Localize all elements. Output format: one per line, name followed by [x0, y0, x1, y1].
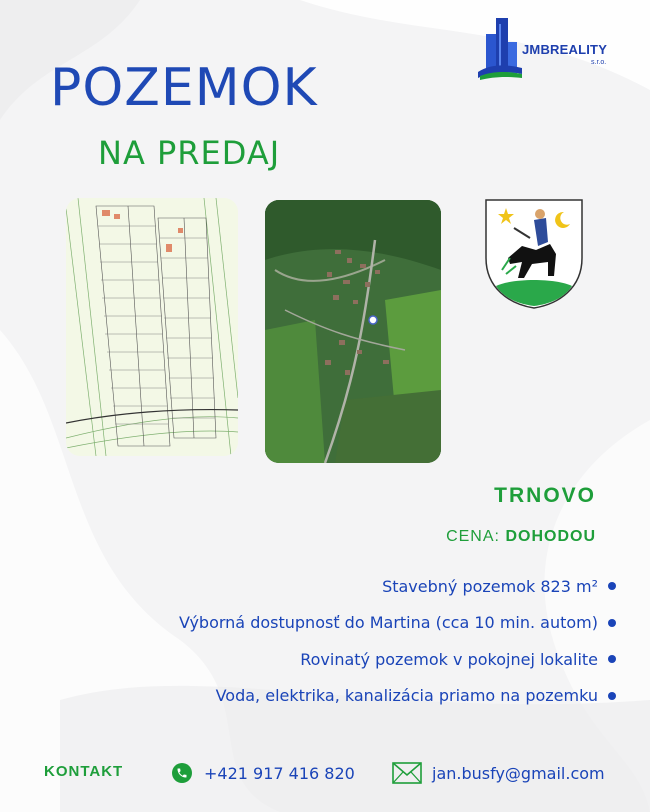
contact-label: KONTAKT: [44, 763, 124, 780]
company-logo: [476, 16, 621, 82]
phone-number[interactable]: +421 917 416 820: [204, 763, 355, 783]
feature-text: Výborná dostupnosť do Martina (cca 10 min. autom): [178, 613, 598, 633]
building-logo-icon: [476, 16, 524, 82]
feature-text: Rovinatý pozemok v pokojnej lokalite: [300, 649, 598, 669]
town-name: TRNOVO: [494, 484, 596, 507]
phone-icon: [172, 763, 192, 783]
price-label: CENA:: [446, 528, 500, 545]
list-item: [96, 641, 616, 678]
page-title: POZEMOK: [50, 58, 318, 118]
price-line: [446, 528, 596, 546]
price-value: DOHODOU: [505, 528, 596, 545]
logo-sub: s.r.o.: [591, 59, 607, 66]
bullet-dot-icon: [608, 692, 616, 700]
bullet-dot-icon: [608, 655, 616, 663]
email-contact[interactable]: [392, 762, 605, 784]
phone-contact[interactable]: [172, 763, 355, 783]
bullet-dot-icon: [608, 582, 616, 590]
aerial-photo-image: [265, 200, 441, 463]
cadastral-map-image: [66, 198, 238, 456]
list-item: [96, 605, 616, 642]
features-list: [96, 568, 616, 714]
list-item: [96, 568, 616, 605]
list-item: [96, 678, 616, 715]
page-subtitle: NA PREDAJ: [98, 134, 281, 172]
feature-text: Stavebný pozemok 823 m²: [382, 576, 598, 596]
mail-icon: [392, 762, 422, 784]
coat-of-arms: [484, 198, 584, 310]
email-address[interactable]: jan.busfy@gmail.com: [432, 763, 605, 783]
logo-name: JMBREALITY: [522, 42, 608, 57]
bullet-dot-icon: [608, 619, 616, 627]
feature-text: Voda, elektrika, kanalizácia priamo na pozemku: [215, 686, 598, 706]
